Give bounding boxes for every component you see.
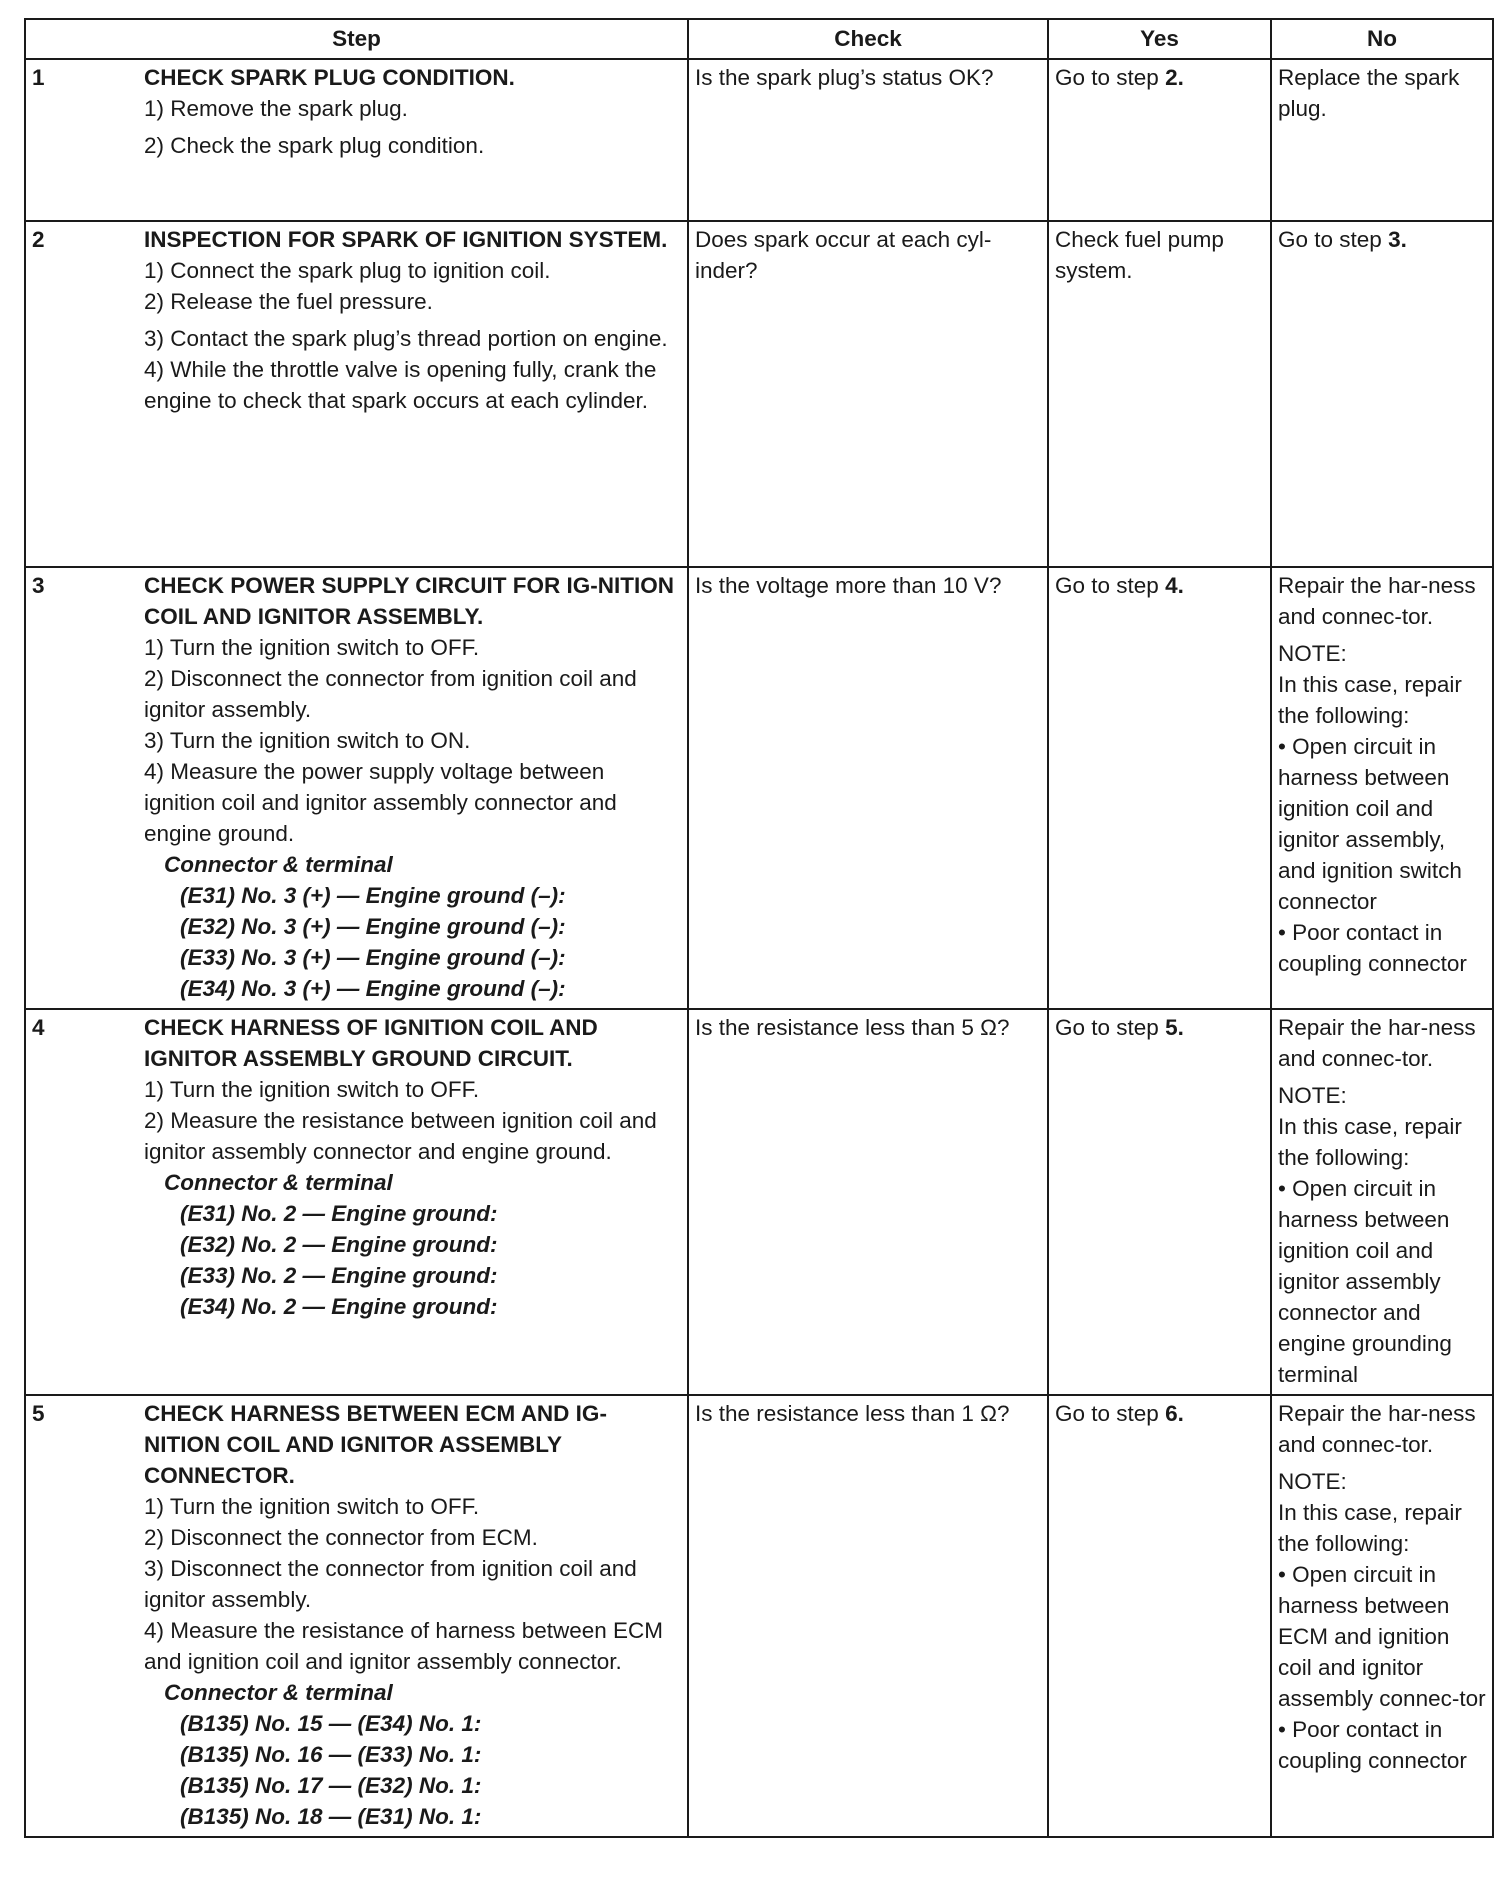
no-cell xyxy=(1271,1009,1493,1395)
note-bullet: • Open circuit in harness between ECM and ignition coil and ignitor assembly connec-tor xyxy=(1278,1562,1486,1711)
substep: 4) Measure the power supply voltage between ignition coil and ignitor assembly connector and engine ground. xyxy=(144,759,617,846)
yes-cell xyxy=(1048,59,1271,221)
yes-step-ref: 5. xyxy=(1165,1015,1184,1040)
note-label: NOTE: xyxy=(1278,1083,1347,1108)
no-main: Repair the har-ness and connec-tor. xyxy=(1278,573,1476,629)
step-cell xyxy=(138,221,688,567)
note-intro: In this case, repair the following: xyxy=(1278,1500,1462,1556)
substep: 2) Release the fuel pressure. xyxy=(144,289,433,314)
step-cell xyxy=(138,1395,688,1837)
substep: 1) Turn the ignition switch to OFF. xyxy=(144,635,480,660)
connector-terminal: (E32) No. 3 (+) — Engine ground (–): xyxy=(180,914,566,939)
no-cell xyxy=(1271,567,1493,1009)
no-step-ref: 3. xyxy=(1388,227,1407,252)
substep: 2) Check the spark plug condition. xyxy=(144,133,485,158)
substep: 4) Measure the resistance of harness between ECM and ignition coil and ignitor assembly connector. xyxy=(144,1618,664,1674)
substep: 3) Turn the ignition switch to ON. xyxy=(144,728,471,753)
header-row xyxy=(25,19,1493,59)
substep: 1) Connect the spark plug to ignition coil. xyxy=(144,258,551,283)
yes-step-ref: 6. xyxy=(1165,1401,1184,1426)
yes-step-ref: 2. xyxy=(1165,65,1184,90)
yes-text: Go to step xyxy=(1055,65,1166,90)
substep: 2) Measure the resistance between ignition coil and ignitor assembly connector and engine ground. xyxy=(144,1108,657,1164)
step-title: INSPECTION FOR SPARK OF IGNITION SYSTEM. xyxy=(144,227,668,252)
diagnosis-table xyxy=(24,18,1494,1838)
table-row xyxy=(25,59,1493,221)
no-cell xyxy=(1271,1395,1493,1837)
yes-text: Go to step xyxy=(1055,573,1166,598)
step-cell xyxy=(138,1009,688,1395)
yes-text: Go to step xyxy=(1055,1015,1166,1040)
connector-terminal: (E32) No. 2 — Engine ground: xyxy=(180,1232,498,1257)
step-number: 1 xyxy=(25,59,138,221)
connector-heading: Connector & terminal xyxy=(164,1680,393,1705)
connector-terminal: (E31) No. 2 — Engine ground: xyxy=(180,1201,498,1226)
substep: 1) Turn the ignition switch to OFF. xyxy=(144,1077,480,1102)
header-step: Step xyxy=(25,19,688,59)
substep: 2) Disconnect the connector from ignition coil and ignitor assembly. xyxy=(144,666,637,722)
substep: 2) Disconnect the connector from ECM. xyxy=(144,1525,538,1550)
substep: 3) Disconnect the connector from ignition coil and ignitor assembly. xyxy=(144,1556,637,1612)
connector-terminal: (B135) No. 16 — (E33) No. 1: xyxy=(180,1742,482,1767)
table-row xyxy=(25,1009,1493,1395)
connector-terminal: (B135) No. 15 — (E34) No. 1: xyxy=(180,1711,482,1736)
note-intro: In this case, repair the following: xyxy=(1278,672,1462,728)
note-bullet: • Poor contact in coupling connector xyxy=(1278,920,1467,976)
step-title: CHECK HARNESS BETWEEN ECM AND IG-NITION COIL AND IGNITOR ASSEMBLY CONNECTOR. xyxy=(144,1401,607,1488)
step-number: 3 xyxy=(25,567,138,1009)
check-cell: Is the resistance less than 5 Ω? xyxy=(688,1009,1048,1395)
step-number: 4 xyxy=(25,1009,138,1395)
header-no: No xyxy=(1271,19,1493,59)
connector-terminal: (E34) No. 2 — Engine ground: xyxy=(180,1294,498,1319)
header-check: Check xyxy=(688,19,1048,59)
note-bullet: • Open circuit in harness between ignition coil and ignitor assembly, and ignition switch connector xyxy=(1278,734,1462,914)
substep: 3) Contact the spark plug’s thread portion on engine. xyxy=(144,326,668,351)
connector-heading: Connector & terminal xyxy=(164,852,393,877)
check-cell: Is the voltage more than 10 V? xyxy=(688,567,1048,1009)
table-row xyxy=(25,567,1493,1009)
check-cell: Is the spark plug’s status OK? xyxy=(688,59,1048,221)
note-label: NOTE: xyxy=(1278,1469,1347,1494)
step-cell xyxy=(138,567,688,1009)
note-intro: In this case, repair the following: xyxy=(1278,1114,1462,1170)
connector-terminal: (B135) No. 17 — (E32) No. 1: xyxy=(180,1773,482,1798)
step-cell xyxy=(138,59,688,221)
no-text: Go to step xyxy=(1278,227,1389,252)
no-cell xyxy=(1271,221,1493,567)
step-number: 2 xyxy=(25,221,138,567)
step-number: 5 xyxy=(25,1395,138,1837)
substep: 1) Remove the spark plug. xyxy=(144,96,408,121)
connector-heading: Connector & terminal xyxy=(164,1170,393,1195)
note-label: NOTE: xyxy=(1278,641,1347,666)
yes-cell: Check fuel pump system. xyxy=(1048,221,1271,567)
no-cell: Replace the spark plug. xyxy=(1271,59,1493,221)
connector-terminal: (E33) No. 2 — Engine ground: xyxy=(180,1263,498,1288)
substep: 1) Turn the ignition switch to OFF. xyxy=(144,1494,480,1519)
step-title: CHECK SPARK PLUG CONDITION. xyxy=(144,65,515,90)
check-cell: Does spark occur at each cyl-inder? xyxy=(688,221,1048,567)
no-main: Repair the har-ness and connec-tor. xyxy=(1278,1015,1476,1071)
yes-cell xyxy=(1048,1009,1271,1395)
no-main: Repair the har-ness and connec-tor. xyxy=(1278,1401,1476,1457)
connector-terminal: (E34) No. 3 (+) — Engine ground (–): xyxy=(180,976,566,1001)
note-bullet: • Open circuit in harness between ignition coil and ignitor assembly connector and engine grounding terminal xyxy=(1278,1176,1452,1387)
connector-terminal: (B135) No. 18 — (E31) No. 1: xyxy=(180,1804,482,1829)
step-title: CHECK POWER SUPPLY CIRCUIT FOR IG-NITION COIL AND IGNITOR ASSEMBLY. xyxy=(144,573,675,629)
table-row xyxy=(25,221,1493,567)
connector-terminal: (E33) No. 3 (+) — Engine ground (–): xyxy=(180,945,566,970)
yes-cell xyxy=(1048,1395,1271,1837)
substep: 4) While the throttle valve is opening fully, crank the engine to check that spark occurs at each cylinder. xyxy=(144,357,657,413)
yes-text: Go to step xyxy=(1055,1401,1166,1426)
note-bullet: • Poor contact in coupling connector xyxy=(1278,1717,1467,1773)
yes-cell xyxy=(1048,567,1271,1009)
header-yes: Yes xyxy=(1048,19,1271,59)
yes-step-ref: 4. xyxy=(1165,573,1184,598)
table-row xyxy=(25,1395,1493,1837)
connector-terminal: (E31) No. 3 (+) — Engine ground (–): xyxy=(180,883,566,908)
step-title: CHECK HARNESS OF IGNITION COIL AND IGNITOR ASSEMBLY GROUND CIRCUIT. xyxy=(144,1015,598,1071)
check-cell: Is the resistance less than 1 Ω? xyxy=(688,1395,1048,1837)
